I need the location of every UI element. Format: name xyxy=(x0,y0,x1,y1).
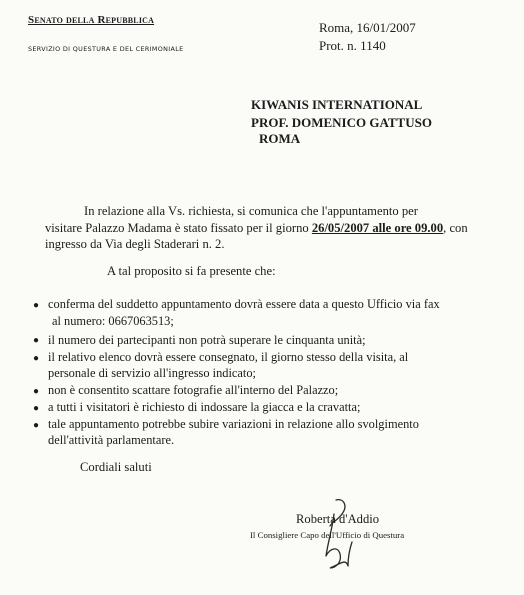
list-item-6: tale appuntamento potrebbe subire variazioni in relazione allo svolgimento xyxy=(48,417,419,431)
signatory-role: Il Consigliere Capo dell'Ufficio di Questura xyxy=(250,530,405,540)
body-line-1: In relazione alla Vs. richiesta, si comunica che l'appuntamento per xyxy=(84,204,418,218)
bullet-icon: ● xyxy=(33,403,40,414)
bullet-icon: ● xyxy=(33,335,40,346)
signatory-name: Roberta d'Addio xyxy=(296,512,380,526)
list-item-3: il relativo elenco dovrà essere consegnato, il giorno stesso della visita, al xyxy=(48,350,409,364)
list-item-1: conferma del suddetto appuntamento dovrà essere data a questo Ufficio via fax xyxy=(48,297,440,311)
body-line-2 xyxy=(45,221,468,236)
body-line-2-post: , con xyxy=(443,221,468,235)
department-name: SERVIZIO DI QUESTURA E DEL CERIMONIALE xyxy=(28,45,184,53)
institution-name: Senato della Repubblica xyxy=(28,14,155,26)
recipient-person: PROF. DOMENICO GATTUSO xyxy=(251,115,432,130)
appointment-date: 26/05/2007 alle ore 09.00 xyxy=(311,221,444,235)
bullet-icon: ● xyxy=(33,386,40,397)
list-item-2: il numero dei partecipanti non potrà superare le cinquanta unità; xyxy=(48,333,366,347)
intro-line: A tal proposito si fa presente che: xyxy=(107,264,276,278)
list-item-3-cont: personale di servizio all'ingresso indicato; xyxy=(48,366,256,380)
letter-date: Roma, 16/01/2007 xyxy=(319,20,416,35)
closing-greeting: Cordiali saluti xyxy=(80,460,152,474)
recipient-organization: KIWANIS INTERNATIONAL xyxy=(251,97,423,112)
bullet-icon: ● xyxy=(33,353,40,364)
body-line-2-pre: visitare Palazzo Madama è stato fissato per il giorno xyxy=(45,221,312,235)
list-item-1-cont: al numero: 0667063513; xyxy=(52,314,174,328)
list-item-6-cont: dell'attività parlamentare. xyxy=(48,433,175,447)
protocol-number: Prot. n. 1140 xyxy=(319,38,386,53)
bullet-icon: ● xyxy=(33,420,40,431)
list-item-4: non è consentito scattare fotografie all'interno del Palazzo; xyxy=(48,383,339,397)
recipient-city: ROMA xyxy=(259,131,301,146)
list-item-5: a tutti i visitatori è richiesto di indossare la giacca e la cravatta; xyxy=(48,400,361,414)
body-line-3: ingresso da Via degli Staderari n. 2. xyxy=(45,237,225,251)
bullet-icon: ● xyxy=(33,300,40,311)
